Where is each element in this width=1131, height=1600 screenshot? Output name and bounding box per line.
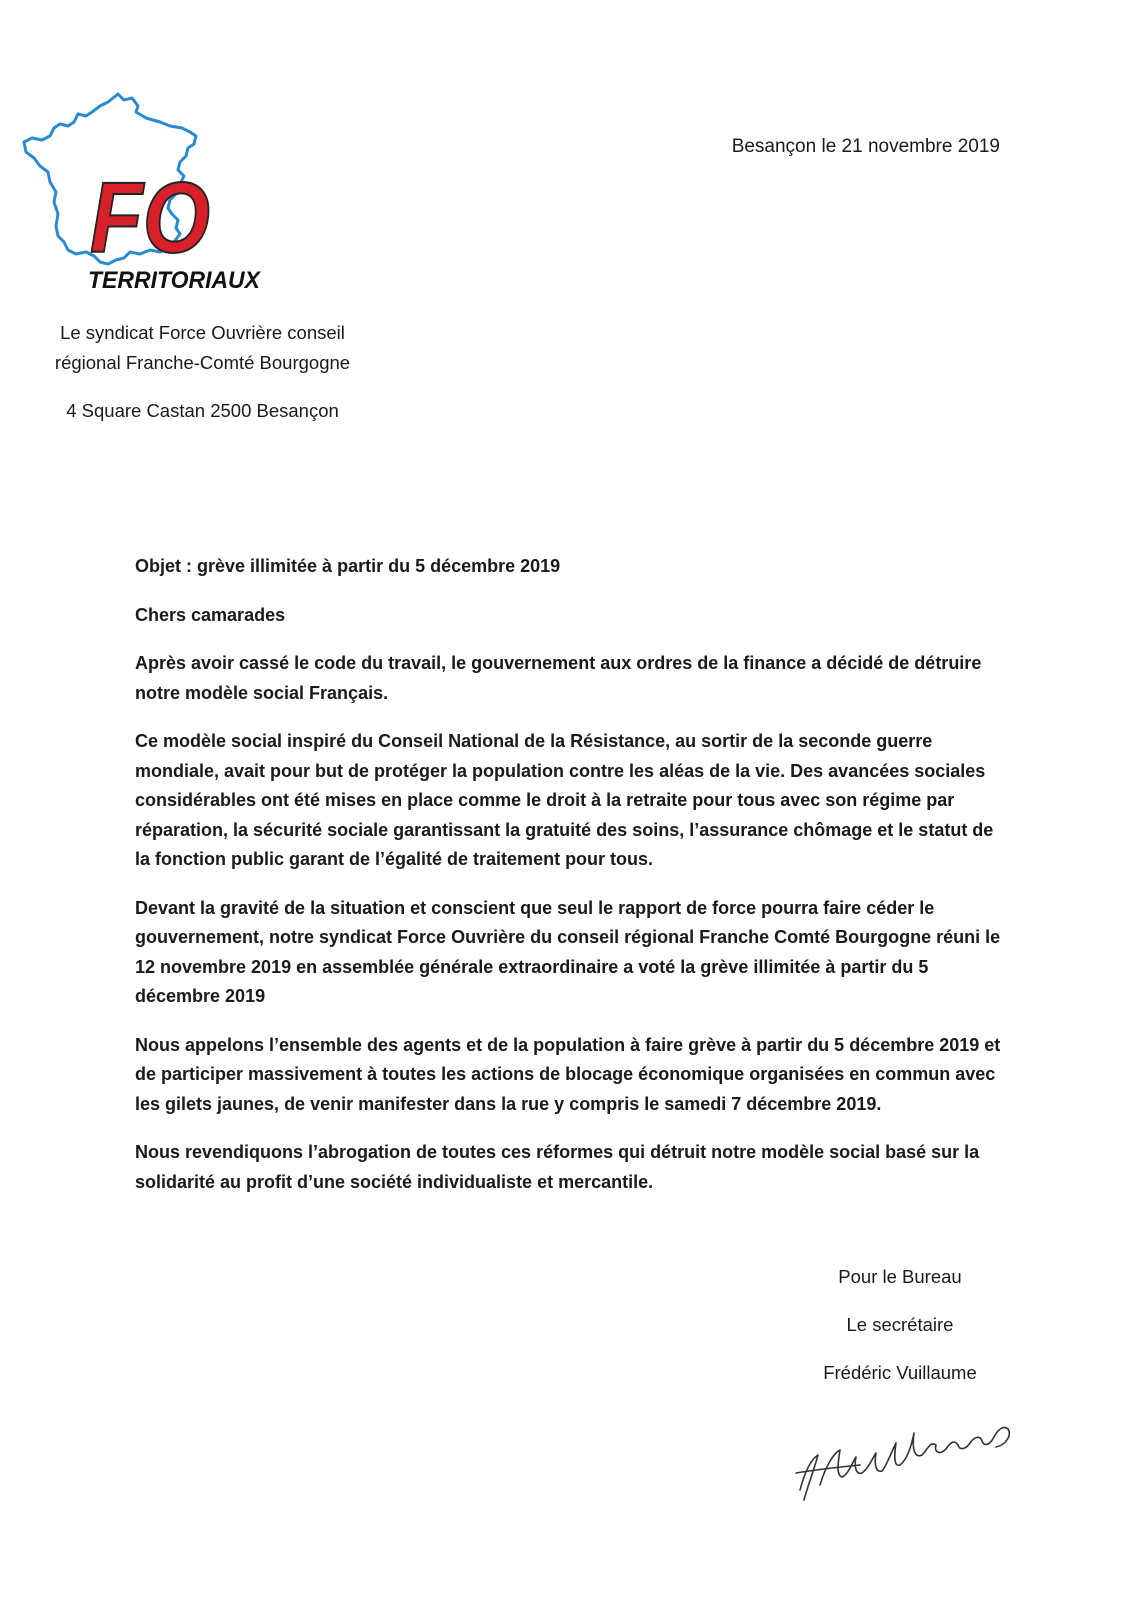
sender-address: 4 Square Castan 2500 Besançon <box>66 400 339 421</box>
closing-line-bureau: Pour le Bureau <box>838 1266 962 1287</box>
letter-paragraph: Nous revendiquons l’abrogation de toutes ces réformes qui détruit notre modèle social basé sur la solidarité au profit d’une société individualiste et mercantile. <box>135 1142 980 1192</box>
signature-scribble <box>790 1415 1020 1515</box>
letter-body <box>135 552 1011 1216</box>
letter-paragraph: Ce modèle social inspiré du Conseil National de la Résistance, au sortir de la seconde guerre mondiale, avait pour but de protéger la population contre les aléas de la vie. Des avancées sociales considérables ont été mises en place comme le droit à la retraite pour tous avec son régime par réparation, la sécurité sociale garantissant la gratuité des soins, l’assurance chômage et le statut de la fonction public garant de l’égalité de traitement pour tous. <box>135 731 994 869</box>
sender-block <box>40 318 365 426</box>
letter-paragraph: Après avoir cassé le code du travail, le gouvernement aux ordres de la finance a décidé de détruire notre modèle social Français. <box>135 653 982 703</box>
fo-territoriaux-logo <box>20 92 270 302</box>
signatory-name: Frédéric Vuillaume <box>823 1362 977 1383</box>
france-map-logo-graphic <box>20 92 270 302</box>
closing-line-title: Le secrétaire <box>846 1314 954 1335</box>
letter-subject: Objet : grève illimitée à partir du 5 décembre 2019 <box>135 556 561 576</box>
sender-line-1: Le syndicat Force Ouvrière conseil <box>60 322 345 343</box>
letter-date: Besançon le 21 novembre 2019 <box>731 136 1000 157</box>
letter-salutation: Chers camarades <box>135 604 286 625</box>
signature-stroke <box>796 1427 1009 1500</box>
letter-paragraph: Nous appelons l’ensemble des agents et de la population à faire grève à partir du 5 décembre 2019 et de participer massivement à toutes les actions de blocage économique organisées en commun avec les gilets jaunes, de venir manifester dans la rue y compris le samedi 7 décembre 2019. <box>135 1034 1001 1114</box>
handwritten-signature <box>790 1415 1020 1515</box>
fo-brand-text: FO <box>90 162 210 274</box>
sender-line-2: régional Franche-Comté Bourgogne <box>54 352 351 373</box>
territoriaux-text: TERRITORIAUX <box>88 267 262 294</box>
closing-block <box>790 1264 1010 1408</box>
letter-paragraph: Devant la gravité de la situation et conscient que seul le rapport de force pourra faire céder le gouvernement, notre syndicat Force Ouvrière du conseil régional Franche Comté Bourgogne réuni le 12 novembre 2019 en assemblée générale extraordinaire a voté la grève illimitée à partir du 5 décembre 2019 <box>135 897 1001 1006</box>
